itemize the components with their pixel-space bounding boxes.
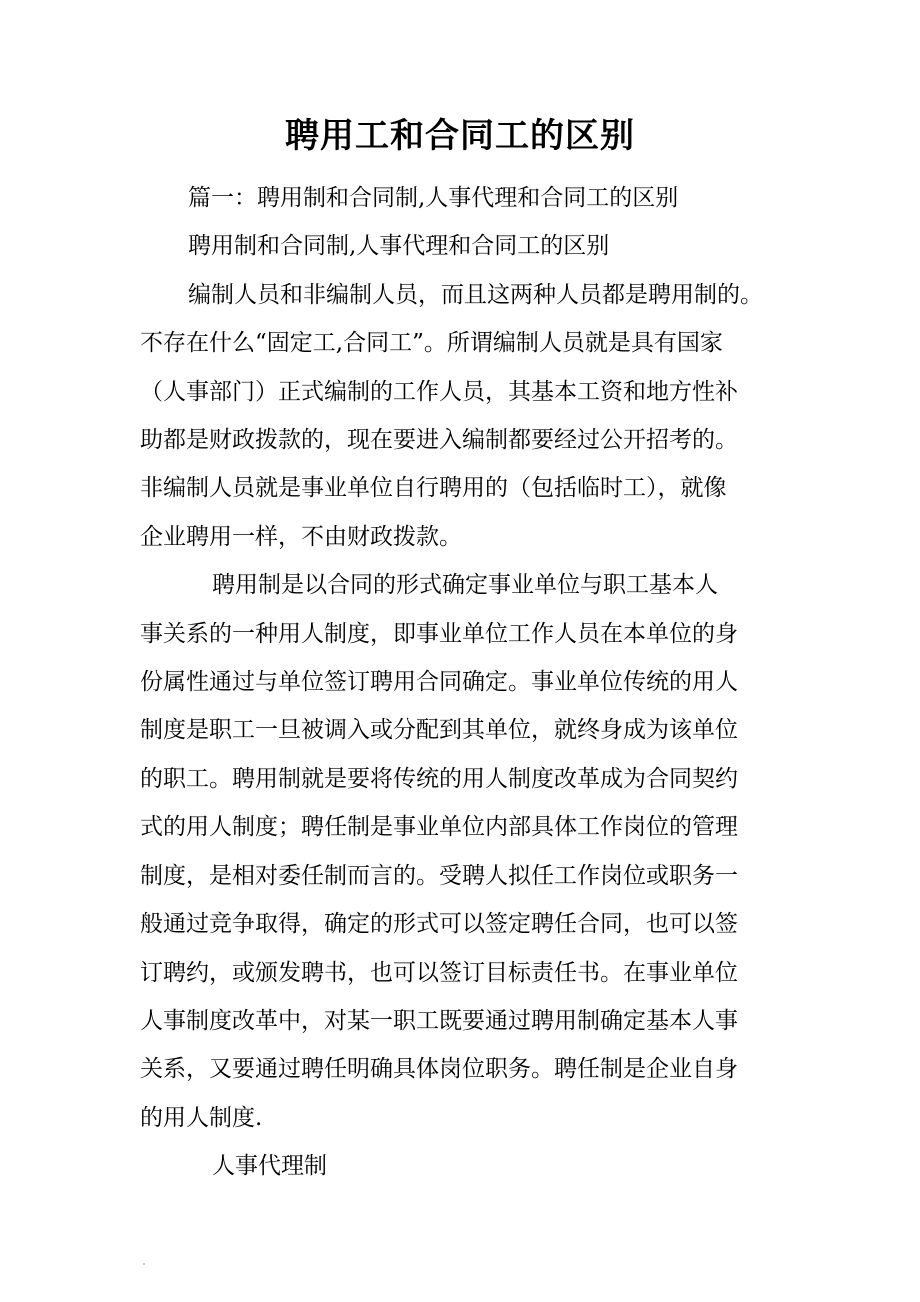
paragraph-line: 人事制度改革中，对某一职工既要通过聘用制确定基本人事 xyxy=(140,1007,738,1034)
paragraph-line: 助都是财政拨款的，现在要进入编制都要经过公开招考的。 xyxy=(140,427,738,454)
paragraph-line: 关系，又要通过聘任明确具体岗位职务。聘任制是企业自身 xyxy=(140,1056,738,1083)
paragraph-line: 制度，是相对委任制而言的。受聘人拟任工作岗位或职务一 xyxy=(140,862,738,889)
paragraph-line: 制度是职工一旦被调入或分配到其单位，就终身成为该单位 xyxy=(140,717,738,744)
document-title: 聘用工和合同工的区别 xyxy=(285,116,635,156)
paragraph-line: 事关系的一种用人制度，即事业单位工作人员在本单位的身 xyxy=(140,620,738,647)
paragraph-line: 的用人制度. xyxy=(140,1104,263,1131)
paragraph-line: 非编制人员就是事业单位自行聘用的（包括临时工），就像 xyxy=(140,475,727,502)
page-speck xyxy=(143,1263,145,1265)
subheading-2: 人事代理制 xyxy=(212,1153,327,1180)
paragraph-line: 份属性通过与单位签订聘用合同确定。事业单位传统的用人 xyxy=(140,669,738,696)
paragraph-line: 不存在什么“固定工,合同工”。所谓编制人员就是具有国家 xyxy=(140,330,723,357)
paragraph-line: 订聘约，或颁发聘书，也可以签订目标责任书。在事业单位 xyxy=(140,959,738,986)
paragraph-line: 般通过竞争取得，确定的形式可以签定聘任合同，也可以签 xyxy=(140,911,738,938)
paragraph-line: 企业聘用一样，不由财政拨款。 xyxy=(140,523,462,550)
paragraph-line: 式的用人制度；聘任制是事业单位内部具体工作岗位的管理 xyxy=(140,814,738,841)
document-body xyxy=(140,174,790,1191)
paragraph-line: 聘用制是以合同的形式确定事业单位与职工基本人 xyxy=(212,572,718,599)
subheading: 聘用制和合同制,人事代理和合同工的区别 xyxy=(188,233,610,260)
paragraph-line: 编制人员和非编制人员，而且这两种人员都是聘用制的。 xyxy=(188,281,763,308)
paragraph-line: 的职工。聘用制就是要将传统的用人制度改革成为合同契约 xyxy=(140,765,738,792)
section-heading: 篇一：聘用制和合同制,人事代理和合同工的区别 xyxy=(188,185,679,211)
paragraph-line: （人事部门）正式编制的工作人员，其基本工资和地方性补 xyxy=(140,378,738,405)
